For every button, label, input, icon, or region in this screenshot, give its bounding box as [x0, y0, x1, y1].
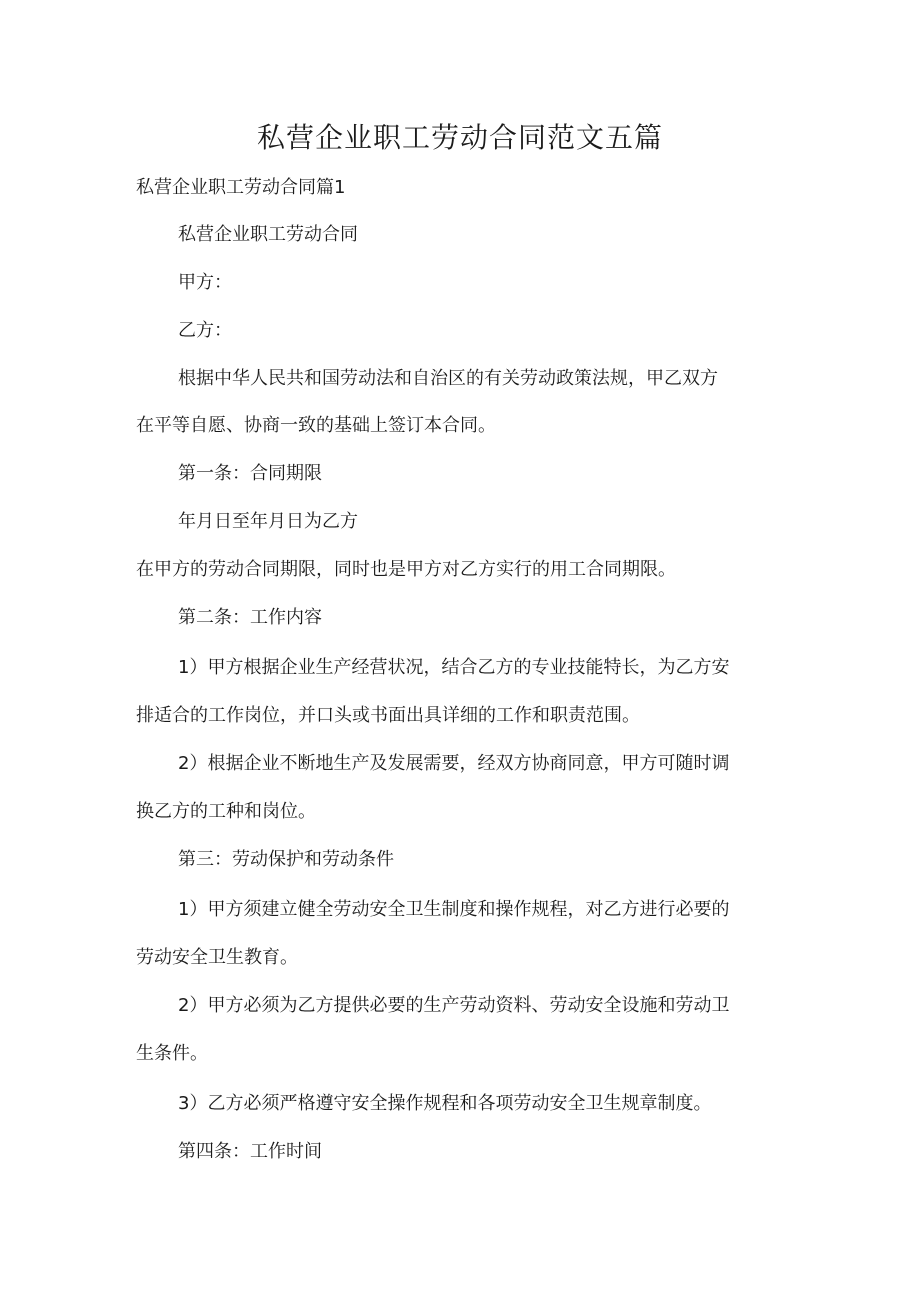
article2-item1-line-1: 1）甲方根据企业生产经营状况，结合乙方的专业技能特长，为乙方安 [178, 657, 730, 678]
article3-item2-line-2: 生条件。 [136, 1043, 208, 1064]
contract-name: 私营企业职工劳动合同 [178, 224, 358, 245]
article1-line-1: 年月日至年月日为乙方 [178, 511, 358, 532]
article1-heading: 第一条：合同期限 [178, 463, 322, 484]
preamble-line-1: 根据中华人民共和国劳动法和自治区的有关劳动政策法规，甲乙双方 [178, 368, 718, 389]
article2-item2-line-2: 换乙方的工种和岗位。 [136, 801, 316, 822]
article2-item1-line-2: 排适合的工作岗位，并口头或书面出具详细的工作和职责范围。 [136, 705, 640, 726]
document-title: 私营企业职工劳动合同范文五篇 [256, 121, 663, 154]
article1-line-2: 在甲方的劳动合同期限，同时也是甲方对乙方实行的用工合同期限。 [136, 559, 676, 580]
party-a-label: 甲方： [178, 272, 232, 293]
party-b-label: 乙方： [178, 320, 232, 341]
article4-heading: 第四条：工作时间 [178, 1141, 322, 1162]
article3-item2-line-1: 2）甲方必须为乙方提供必要的生产劳动资料、劳动安全设施和劳动卫 [178, 995, 730, 1016]
article3-item1-line-2: 劳动安全卫生教育。 [136, 947, 298, 968]
article3-item1-line-1: 1）甲方须建立健全劳动安全卫生制度和操作规程，对乙方进行必要的 [178, 899, 730, 920]
preamble-line-2: 在平等自愿、协商一致的基础上签订本合同。 [136, 415, 496, 436]
article3-heading: 第三：劳动保护和劳动条件 [178, 849, 394, 870]
section-heading: 私营企业职工劳动合同篇1 [136, 177, 346, 198]
article3-item3: 3）乙方必须严格遵守安全操作规程和各项劳动安全卫生规章制度。 [178, 1093, 712, 1114]
article2-heading: 第二条：工作内容 [178, 607, 322, 628]
article2-item2-line-1: 2）根据企业不断地生产及发展需要，经双方协商同意，甲方可随时调 [178, 753, 730, 774]
